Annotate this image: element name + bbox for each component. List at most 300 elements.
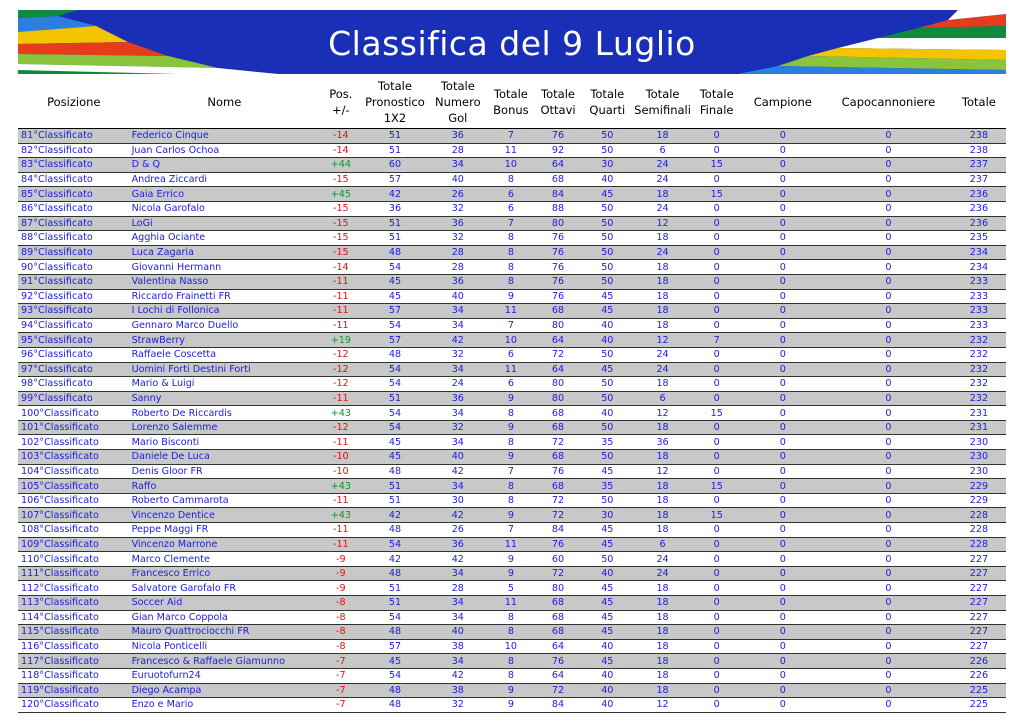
- cell-semifinali: 24: [632, 245, 693, 260]
- cell-ottavi: 76: [534, 289, 583, 304]
- cell-pronostico: 48: [362, 245, 427, 260]
- cell-capocannoniere: 0: [825, 143, 952, 158]
- cell-quarti: 40: [582, 566, 632, 581]
- cell-position: 116°Classificato: [18, 639, 130, 654]
- cell-ottavi: 64: [534, 362, 583, 377]
- cell-name: Andrea Ziccardi: [130, 172, 320, 187]
- cell-totale: 233: [952, 318, 1006, 333]
- cell-name: Agghia Ociante: [130, 231, 320, 246]
- cell-ottavi: 80: [534, 391, 583, 406]
- cell-pronostico: 54: [362, 537, 427, 552]
- column-header-pronostico: Totale Pronostico 1X2: [362, 76, 427, 129]
- table-row: [18, 552, 1006, 567]
- column-header-name: Nome: [130, 76, 320, 129]
- cell-pos-change: +44: [319, 158, 362, 173]
- cell-pronostico: 54: [362, 668, 427, 683]
- table-row: [18, 698, 1006, 713]
- cell-quarti: 50: [582, 391, 632, 406]
- cell-pos-change: +19: [319, 333, 362, 348]
- column-header-quarti: Totale Quarti: [582, 76, 632, 129]
- table-body: [18, 129, 1006, 713]
- cell-capocannoniere: 0: [825, 639, 952, 654]
- cell-totale: 232: [952, 347, 1006, 362]
- cell-pos-change: -11: [319, 391, 362, 406]
- cell-position: 115°Classificato: [18, 625, 130, 640]
- cell-ottavi: 68: [534, 450, 583, 465]
- cell-semifinali: 24: [632, 566, 693, 581]
- cell-bonus: 11: [488, 596, 534, 611]
- cell-pronostico: 54: [362, 420, 427, 435]
- cell-bonus: 8: [488, 260, 534, 275]
- cell-ottavi: 92: [534, 143, 583, 158]
- cell-totale: 228: [952, 537, 1006, 552]
- cell-ottavi: 72: [534, 347, 583, 362]
- cell-bonus: 9: [488, 552, 534, 567]
- cell-pos-change: +45: [319, 187, 362, 202]
- cell-bonus: 8: [488, 668, 534, 683]
- cell-bonus: 9: [488, 683, 534, 698]
- cell-totale: 226: [952, 668, 1006, 683]
- table-row: [18, 187, 1006, 202]
- cell-numero-gol: 42: [427, 668, 488, 683]
- cell-totale: 226: [952, 654, 1006, 669]
- table-row: [18, 260, 1006, 275]
- cell-position: 117°Classificato: [18, 654, 130, 669]
- cell-totale: 227: [952, 610, 1006, 625]
- cell-finale: 0: [693, 245, 741, 260]
- cell-bonus: 9: [488, 420, 534, 435]
- cell-numero-gol: 42: [427, 464, 488, 479]
- cell-quarti: 50: [582, 552, 632, 567]
- table-row: [18, 450, 1006, 465]
- cell-campione: 0: [741, 318, 826, 333]
- cell-campione: 0: [741, 668, 826, 683]
- cell-quarti: 45: [582, 654, 632, 669]
- cell-quarti: 30: [582, 508, 632, 523]
- cell-finale: 15: [693, 508, 741, 523]
- cell-ottavi: 76: [534, 274, 583, 289]
- cell-semifinali: 24: [632, 158, 693, 173]
- cell-semifinali: 18: [632, 231, 693, 246]
- cell-finale: 0: [693, 566, 741, 581]
- cell-quarti: 50: [582, 231, 632, 246]
- cell-bonus: 8: [488, 172, 534, 187]
- cell-capocannoniere: 0: [825, 260, 952, 275]
- cell-pronostico: 48: [362, 347, 427, 362]
- cell-position: 82°Classificato: [18, 143, 130, 158]
- cell-numero-gol: 42: [427, 333, 488, 348]
- cell-numero-gol: 34: [427, 318, 488, 333]
- cell-bonus: 9: [488, 450, 534, 465]
- cell-pronostico: 54: [362, 377, 427, 392]
- table-row: [18, 537, 1006, 552]
- cell-quarti: 50: [582, 143, 632, 158]
- cell-numero-gol: 36: [427, 129, 488, 144]
- table-row: [18, 683, 1006, 698]
- cell-finale: 0: [693, 537, 741, 552]
- cell-bonus: 6: [488, 187, 534, 202]
- cell-totale: 227: [952, 639, 1006, 654]
- cell-ottavi: 68: [534, 172, 583, 187]
- cell-position: 98°Classificato: [18, 377, 130, 392]
- cell-totale: 228: [952, 508, 1006, 523]
- cell-position: 102°Classificato: [18, 435, 130, 450]
- cell-totale: 225: [952, 698, 1006, 713]
- cell-pronostico: 48: [362, 464, 427, 479]
- cell-totale: 227: [952, 566, 1006, 581]
- cell-semifinali: 24: [632, 347, 693, 362]
- cell-pronostico: 45: [362, 289, 427, 304]
- cell-campione: 0: [741, 654, 826, 669]
- cell-semifinali: 18: [632, 625, 693, 640]
- header-row: [18, 76, 1006, 129]
- cell-finale: 0: [693, 581, 741, 596]
- cell-pronostico: 54: [362, 260, 427, 275]
- cell-name: Vincenzo Marrone: [130, 537, 320, 552]
- cell-numero-gol: 34: [427, 435, 488, 450]
- cell-capocannoniere: 0: [825, 523, 952, 538]
- cell-semifinali: 12: [632, 216, 693, 231]
- cell-quarti: 50: [582, 245, 632, 260]
- cell-name: Gian Marco Coppola: [130, 610, 320, 625]
- cell-pos-change: -11: [319, 523, 362, 538]
- cell-semifinali: 18: [632, 318, 693, 333]
- cell-position: 92°Classificato: [18, 289, 130, 304]
- cell-finale: 0: [693, 231, 741, 246]
- cell-campione: 0: [741, 552, 826, 567]
- cell-numero-gol: 28: [427, 260, 488, 275]
- cell-pos-change: -8: [319, 610, 362, 625]
- cell-capocannoniere: 0: [825, 581, 952, 596]
- cell-finale: 0: [693, 216, 741, 231]
- cell-name: LoGi: [130, 216, 320, 231]
- cell-name: Juan Carlos Ochoa: [130, 143, 320, 158]
- column-header-bonus: Totale Bonus: [488, 76, 534, 129]
- table-row: [18, 610, 1006, 625]
- cell-quarti: 50: [582, 377, 632, 392]
- cell-name: Nicola Ponticelli: [130, 639, 320, 654]
- cell-semifinali: 18: [632, 523, 693, 538]
- cell-pronostico: 54: [362, 610, 427, 625]
- cell-finale: 0: [693, 347, 741, 362]
- cell-totale: 229: [952, 479, 1006, 494]
- title-banner: [18, 10, 1006, 74]
- cell-pronostico: 51: [362, 216, 427, 231]
- column-header-campione: Campione: [741, 76, 826, 129]
- cell-position: 100°Classificato: [18, 406, 130, 421]
- cell-numero-gol: 32: [427, 698, 488, 713]
- cell-capocannoniere: 0: [825, 318, 952, 333]
- cell-finale: 0: [693, 610, 741, 625]
- cell-semifinali: 18: [632, 377, 693, 392]
- cell-numero-gol: 42: [427, 552, 488, 567]
- cell-position: 97°Classificato: [18, 362, 130, 377]
- column-header-capocannoniere: Capocannoniere: [825, 76, 952, 129]
- cell-pos-change: +43: [319, 479, 362, 494]
- cell-finale: 0: [693, 683, 741, 698]
- cell-campione: 0: [741, 566, 826, 581]
- table-row: [18, 420, 1006, 435]
- cell-pronostico: 51: [362, 143, 427, 158]
- cell-bonus: 6: [488, 201, 534, 216]
- cell-bonus: 8: [488, 245, 534, 260]
- cell-ottavi: 76: [534, 464, 583, 479]
- cell-pronostico: 51: [362, 391, 427, 406]
- cell-position: 105°Classificato: [18, 479, 130, 494]
- cell-name: Salvatore Garofalo FR: [130, 581, 320, 596]
- cell-ottavi: 76: [534, 537, 583, 552]
- cell-capocannoniere: 0: [825, 201, 952, 216]
- table-row: [18, 479, 1006, 494]
- cell-quarti: 45: [582, 464, 632, 479]
- cell-finale: 0: [693, 362, 741, 377]
- cell-campione: 0: [741, 639, 826, 654]
- cell-finale: 0: [693, 377, 741, 392]
- cell-finale: 15: [693, 479, 741, 494]
- cell-campione: 0: [741, 289, 826, 304]
- cell-totale: 227: [952, 552, 1006, 567]
- cell-capocannoniere: 0: [825, 479, 952, 494]
- cell-pos-change: -8: [319, 596, 362, 611]
- cell-quarti: 45: [582, 289, 632, 304]
- cell-pronostico: 51: [362, 596, 427, 611]
- cell-numero-gol: 34: [427, 479, 488, 494]
- table-row: [18, 377, 1006, 392]
- cell-campione: 0: [741, 435, 826, 450]
- cell-ottavi: 80: [534, 377, 583, 392]
- cell-semifinali: 12: [632, 333, 693, 348]
- cell-numero-gol: 30: [427, 493, 488, 508]
- cell-ottavi: 72: [534, 435, 583, 450]
- cell-position: 94°Classificato: [18, 318, 130, 333]
- cell-campione: 0: [741, 391, 826, 406]
- cell-numero-gol: 24: [427, 377, 488, 392]
- cell-pos-change: -14: [319, 129, 362, 144]
- cell-numero-gol: 38: [427, 639, 488, 654]
- cell-numero-gol: 34: [427, 566, 488, 581]
- cell-capocannoniere: 0: [825, 493, 952, 508]
- table-row: [18, 289, 1006, 304]
- cell-totale: 237: [952, 172, 1006, 187]
- cell-numero-gol: 34: [427, 158, 488, 173]
- cell-numero-gol: 32: [427, 420, 488, 435]
- cell-quarti: 50: [582, 216, 632, 231]
- cell-pos-change: -9: [319, 552, 362, 567]
- cell-totale: 237: [952, 158, 1006, 173]
- cell-capocannoniere: 0: [825, 625, 952, 640]
- cell-name: Mario & Luigi: [130, 377, 320, 392]
- cell-numero-gol: 26: [427, 187, 488, 202]
- cell-campione: 0: [741, 464, 826, 479]
- cell-position: 118°Classificato: [18, 668, 130, 683]
- cell-totale: 232: [952, 362, 1006, 377]
- table-row: [18, 566, 1006, 581]
- cell-semifinali: 6: [632, 391, 693, 406]
- cell-semifinali: 12: [632, 406, 693, 421]
- cell-position: 99°Classificato: [18, 391, 130, 406]
- cell-numero-gol: 28: [427, 581, 488, 596]
- cell-ottavi: 88: [534, 201, 583, 216]
- cell-finale: 0: [693, 596, 741, 611]
- cell-campione: 0: [741, 698, 826, 713]
- table-row: [18, 596, 1006, 611]
- cell-position: 113°Classificato: [18, 596, 130, 611]
- cell-pos-change: -11: [319, 493, 362, 508]
- cell-pos-change: -10: [319, 464, 362, 479]
- cell-numero-gol: 40: [427, 172, 488, 187]
- cell-quarti: 50: [582, 201, 632, 216]
- cell-finale: 0: [693, 172, 741, 187]
- cell-pronostico: 54: [362, 318, 427, 333]
- cell-semifinali: 18: [632, 493, 693, 508]
- cell-bonus: 8: [488, 625, 534, 640]
- cell-position: 83°Classificato: [18, 158, 130, 173]
- cell-name: Giovanni Hermann: [130, 260, 320, 275]
- cell-finale: 0: [693, 668, 741, 683]
- cell-bonus: 7: [488, 318, 534, 333]
- cell-campione: 0: [741, 143, 826, 158]
- cell-finale: 0: [693, 493, 741, 508]
- cell-numero-gol: 40: [427, 450, 488, 465]
- cell-ottavi: 72: [534, 566, 583, 581]
- cell-totale: 230: [952, 435, 1006, 450]
- cell-semifinali: 12: [632, 464, 693, 479]
- cell-numero-gol: 32: [427, 201, 488, 216]
- table-row: [18, 406, 1006, 421]
- cell-position: 85°Classificato: [18, 187, 130, 202]
- cell-bonus: 8: [488, 435, 534, 450]
- cell-semifinali: 18: [632, 581, 693, 596]
- table-row: [18, 391, 1006, 406]
- cell-name: Raffo: [130, 479, 320, 494]
- cell-totale: 235: [952, 231, 1006, 246]
- cell-totale: 231: [952, 420, 1006, 435]
- cell-name: Lorenzo Salemme: [130, 420, 320, 435]
- cell-bonus: 9: [488, 289, 534, 304]
- cell-quarti: 50: [582, 129, 632, 144]
- cell-pos-change: +43: [319, 508, 362, 523]
- cell-ottavi: 80: [534, 581, 583, 596]
- cell-capocannoniere: 0: [825, 464, 952, 479]
- cell-finale: 0: [693, 318, 741, 333]
- cell-quarti: 50: [582, 347, 632, 362]
- cell-totale: 230: [952, 450, 1006, 465]
- cell-pos-change: -11: [319, 289, 362, 304]
- cell-semifinali: 18: [632, 274, 693, 289]
- cell-ottavi: 68: [534, 479, 583, 494]
- cell-pronostico: 48: [362, 698, 427, 713]
- standings-table: [18, 76, 1006, 713]
- cell-capocannoniere: 0: [825, 566, 952, 581]
- table-row: [18, 143, 1006, 158]
- cell-name: Raffaele Coscetta: [130, 347, 320, 362]
- table-row: [18, 129, 1006, 144]
- cell-numero-gol: 26: [427, 523, 488, 538]
- cell-semifinali: 18: [632, 129, 693, 144]
- column-header-ottavi: Totale Ottavi: [534, 76, 583, 129]
- cell-bonus: 8: [488, 493, 534, 508]
- cell-name: Euruotofurn24: [130, 668, 320, 683]
- cell-pronostico: 45: [362, 274, 427, 289]
- cell-pos-change: -7: [319, 698, 362, 713]
- cell-ottavi: 76: [534, 245, 583, 260]
- cell-pos-change: -8: [319, 625, 362, 640]
- cell-finale: 0: [693, 698, 741, 713]
- cell-numero-gol: 38: [427, 683, 488, 698]
- cell-totale: 232: [952, 391, 1006, 406]
- cell-capocannoniere: 0: [825, 216, 952, 231]
- cell-pos-change: -7: [319, 668, 362, 683]
- cell-pronostico: 48: [362, 625, 427, 640]
- cell-pronostico: 57: [362, 172, 427, 187]
- cell-numero-gol: 40: [427, 625, 488, 640]
- cell-bonus: 7: [488, 464, 534, 479]
- cell-pos-change: -15: [319, 201, 362, 216]
- table-row: [18, 435, 1006, 450]
- cell-pronostico: 57: [362, 333, 427, 348]
- cell-campione: 0: [741, 377, 826, 392]
- cell-name: Roberto Cammarota: [130, 493, 320, 508]
- cell-bonus: 7: [488, 523, 534, 538]
- cell-name: I Lochi di Follonica: [130, 304, 320, 319]
- cell-ottavi: 68: [534, 596, 583, 611]
- cell-bonus: 11: [488, 304, 534, 319]
- cell-capocannoniere: 0: [825, 129, 952, 144]
- cell-semifinali: 24: [632, 552, 693, 567]
- cell-pronostico: 36: [362, 201, 427, 216]
- cell-quarti: 40: [582, 172, 632, 187]
- table-row: [18, 304, 1006, 319]
- cell-ottavi: 84: [534, 698, 583, 713]
- cell-pronostico: 51: [362, 231, 427, 246]
- cell-quarti: 45: [582, 304, 632, 319]
- cell-finale: 7: [693, 333, 741, 348]
- cell-pronostico: 51: [362, 581, 427, 596]
- cell-totale: 238: [952, 129, 1006, 144]
- cell-capocannoniere: 0: [825, 377, 952, 392]
- cell-bonus: 10: [488, 333, 534, 348]
- cell-totale: 230: [952, 464, 1006, 479]
- cell-capocannoniere: 0: [825, 172, 952, 187]
- cell-position: 110°Classificato: [18, 552, 130, 567]
- cell-campione: 0: [741, 406, 826, 421]
- cell-name: Enzo e Mario: [130, 698, 320, 713]
- table-row: [18, 216, 1006, 231]
- cell-totale: 234: [952, 260, 1006, 275]
- cell-numero-gol: 36: [427, 537, 488, 552]
- table-row: [18, 245, 1006, 260]
- cell-pronostico: 60: [362, 158, 427, 173]
- cell-capocannoniere: 0: [825, 537, 952, 552]
- cell-ottavi: 72: [534, 683, 583, 698]
- cell-quarti: 45: [582, 187, 632, 202]
- cell-ottavi: 76: [534, 654, 583, 669]
- cell-finale: 0: [693, 391, 741, 406]
- cell-name: Valentina Nasso: [130, 274, 320, 289]
- cell-capocannoniere: 0: [825, 391, 952, 406]
- cell-capocannoniere: 0: [825, 450, 952, 465]
- cell-semifinali: 18: [632, 187, 693, 202]
- cell-campione: 0: [741, 523, 826, 538]
- cell-pos-change: +43: [319, 406, 362, 421]
- cell-ottavi: 64: [534, 158, 583, 173]
- cell-finale: 0: [693, 435, 741, 450]
- cell-pos-change: -12: [319, 347, 362, 362]
- cell-bonus: 7: [488, 216, 534, 231]
- cell-quarti: 40: [582, 318, 632, 333]
- cell-totale: 236: [952, 187, 1006, 202]
- cell-name: Federico Cinque: [130, 129, 320, 144]
